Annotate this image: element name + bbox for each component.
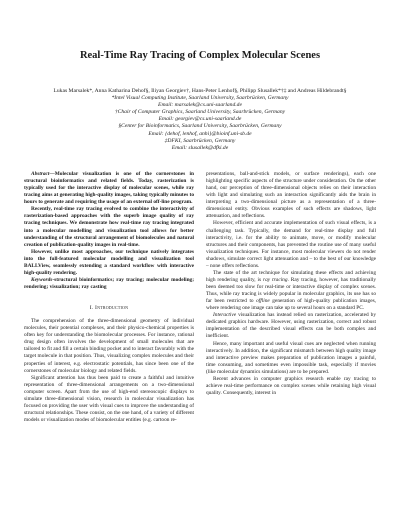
abstract-text-1: —Molecular visualization is one of the cornerstones in structural bioinformatics and related fields. Today, rasterization is typically used for the interactive display of molecular scenes, while ray tracing aims at generating high-quality images, taking typically minutes to hours to generate and requiring the usage of an external off-line program.: [24, 171, 194, 206]
affiliation-4: ‡DFKI, Saarbrücken, Germany: [164, 137, 236, 144]
left-column: [24, 171, 194, 424]
right-paragraph-5: Hence, many important and useful visual cues are neglected when running interactively. In addition, the significant mismatch between high quality image and interactive preview makes preparation of publication images a painful, time consuming, and sometimes even impossible task, especially if movies (like molecular dynamics simulations) are to be prepared.: [206, 340, 376, 375]
right-paragraph-1: presentations, ball-and-stick models, or surface renderings), each one highlighting specific aspects of the structure under consideration. On the other hand, our perception of three-dimensional objects relies on their interaction with light and simulating such an interaction significantly aids the brain in interpreting a two-dimensional picture as a representation of a three-dimensional entity. Obvious examples of such effects are shadows, light attenuation, and reflections.: [206, 171, 376, 220]
rp3-text-a: The state of the art technique for simulating these effects and achieving high rendering quality, is: [206, 269, 376, 283]
author-block: [20, 88, 380, 152]
rp3-emphasis-offline: offline: [256, 298, 270, 305]
intro-paragraph-2: Significant attention has thus been paid to create a faithful and intuitive representation of three-dimensional arrangements on a two-dimensional computer screen. Apart from the use of high-end stereoscopic displays to simulate three-dimensional vision, research in molecular visualization has focused on providing the user with visual cues to improve the understanding of structural relationships. These consist, on the one hand, of a variety of different models or visualization modes of biomolecular entities (e.g. cartoon re-: [24, 374, 194, 423]
keywords-text: -structural bioinformatics; ray tracing; molecular modeling; rendering; visualization; ray casting: [24, 276, 194, 290]
rp3-text-c: generation of high-quality publication images, where rendering one image can take up to several hours on a standard PC.: [206, 298, 376, 312]
section-title: Introduction: [95, 305, 129, 312]
affiliation-1: *Intel Visual Computing Institute, Saarland University, Saarbrücken, Germany: [111, 95, 289, 102]
rp4-text: visualization has instead relied on rasterization, accelerated by dedicated graphics hardware. However, using rasterization, correct and robust implementation of the described visual effects can be both complex and inefficient.: [206, 312, 376, 340]
right-paragraph-3: [206, 270, 376, 312]
right-paragraph-6: Recent advances in computer graphics research enable ray tracing to achieve real-time performance on complex scenes while retaining high visual quality. Consequently, interest in: [206, 375, 376, 396]
affiliation-2: †Chair of Computer Graphics, Saarland University, Saarbrücken, Germany: [114, 109, 286, 116]
affiliation-3: §Center for Bioinformatics, Saarland University, Saarbrücken, Germany: [118, 123, 282, 130]
section-number: I.: [89, 305, 96, 312]
rp3-text-b: . Ray tracing, however, has traditionally been deemed too slow for real-time or interactive display of complex scenes. Thus, while ray tracing is widely popular in molecular graphics, its use has so far been restricted to: [206, 276, 376, 305]
affiliation-3-email: Email: {dehof, lenhof, anhi}@bioinf.uni-sb.de: [148, 130, 252, 137]
rp3-emphasis-ray-tracing: ray tracing: [263, 276, 288, 283]
right-column: [206, 171, 376, 397]
right-paragraph-2: However, efficient and accurate implementation of such visual effects, is a challenging task. Typically, the demand for real-time display and full interactivity, i.e. for the ability to animate, move, or modify molecular structures and their components, has prevented the routine use of many useful visualization techniques. For instance, most molecular viewers do not render shadows, simulate correct light attenuation and – to the best of our knowledge – none offers reflections.: [206, 220, 376, 269]
abstract-label: Abstract: [31, 171, 50, 177]
paper-title: Real-Time Ray Tracing of Complex Molecular Scenes: [79, 50, 321, 61]
affiliation-1-email: Email: marsalek@cs.uni-saarland.de: [158, 102, 242, 109]
section-heading-introduction: [24, 305, 194, 312]
rp4-emphasis-interactive: Interactive: [213, 312, 237, 319]
affiliation-4-email: Email: slusallek@dfki.de: [171, 144, 229, 151]
abstract-paragraph-2: Recently, real-time ray tracing evolved to combine the interactivity of rasterization-based approaches with the superb image quality of ray tracing techniques. We demonstrate how real-time ray tracing integrated into a molecular modelling and visualization tool allows for better understanding of the structural arrangement of biomolecules and natural creation of publication-quality images in real-time.: [24, 206, 194, 248]
right-paragraph-4: [206, 312, 376, 340]
author-names: Lukas Marsalek*, Anna Katharina Dehof§, Iliyan Georgiev†, Hans-Peter Lenhof§, Philipp Slusallek*†‡ and Andreas Hildebrandt§: [53, 88, 347, 94]
affiliation-2-email: Email: georgiev@cs.uni-saarland.de: [158, 116, 242, 123]
abstract-paragraph-3: However, unlike most approaches, our technique natively integrates into the full-featured molecular modelling and visualization tool BALLView, seamlessly extending a standard workflow with interactive high-quality rendering.: [24, 248, 194, 276]
abstract-paragraph-1: [24, 171, 194, 206]
intro-paragraph-1: The comprehension of the three-dimensional geometry of individual molecules, their potential complexes, and their physico-chemical properties is often key for understanding the biomolecular processes. For instance, rational drug design often involves the development of small molecules that are tailored to fit and fill a certain binding pocket and to interact favorably with the target molecule in that position. Thus, visualizing complex molecules and their properties of interest, e.g. electrostatic potentials, has since been one of the cornerstones of molecular biology and related fields.: [24, 318, 194, 374]
keywords-paragraph: [24, 277, 194, 291]
keywords-label: Keywords: [31, 276, 53, 283]
